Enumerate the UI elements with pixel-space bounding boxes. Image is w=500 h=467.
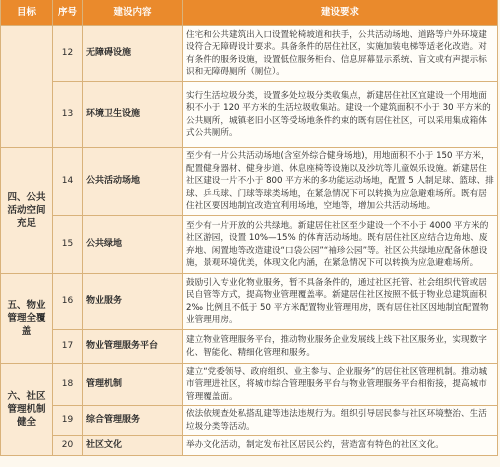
row-item: 综合管理服务 (83, 406, 183, 436)
header-num: 序号 (53, 0, 83, 26)
table-row (1, 330, 498, 364)
row-requirement: 至少有一片开放的公共绿地。新建居住社区至少建设一个不小于 4000 平方米的社区游园，设置 10%—15% 的体育活动场地。既有居住社区应结合边角地、废弃地、闲置地等改造建设“口袋公园”“袖珍公园”等。社区公共绿地应配备休憩设施，景观环境优美，体现文化内涵，在紧急情况下可以转换为应急避难场所。 (183, 216, 498, 274)
table-row (1, 82, 498, 148)
row-item: 公共活动场地 (83, 148, 183, 216)
row-item: 公共绿地 (83, 216, 183, 274)
table-row (1, 406, 498, 436)
table-header (1, 0, 498, 26)
table-row (1, 364, 498, 406)
row-item: 社区文化 (83, 436, 183, 456)
row-number: 13 (53, 82, 83, 148)
goal-cell: 四、公共活动空间充足 (1, 148, 53, 274)
row-item: 管理机制 (83, 364, 183, 406)
row-requirement: 建立“党委领导、政府组织、业主参与、企业服务”的居住社区管理机制。推动城市管理进社区，将城市综合管理服务平台与物业管理服务平台相衔接，提高城市管理覆盖面。 (183, 364, 498, 406)
row-requirement: 依法依规查处私搭乱建等违法违规行为。组织引导居民参与社区环境整治、生活垃圾分类等活动。 (183, 406, 498, 436)
row-number: 18 (53, 364, 83, 406)
row-number: 20 (53, 436, 83, 456)
row-item: 无障碍设施 (83, 26, 183, 82)
row-requirement: 实行生活垃圾分类，设置多处垃圾分类收集点，新建居住社区宜建设一个用地面积不小于 120 平方米的生活垃圾收集站。建设一个建筑面积不小于 30 平方米的公共厕所，城镇老旧小区等受场地条件约束的既有居住社区，可以采用集成箱体式公共厕所。 (183, 82, 498, 148)
row-item: 环境卫生设施 (83, 82, 183, 148)
header-goal: 目标 (1, 0, 53, 26)
goal-cell (1, 26, 53, 148)
table-row (1, 26, 498, 82)
table-body (1, 26, 498, 456)
row-number: 16 (53, 274, 83, 330)
row-requirement: 鼓励引入专业化物业服务，暂不具备条件的，通过社区托管、社会组织代管或居民自管等方式，提高物业管理覆盖率。新建居住社区按照不低于物业总建筑面积 2‰ 比例且不低于 50 平方米配置物业管理用房，既有居住社区因地制宜配置物业管理用房。 (183, 274, 498, 330)
table-row (1, 436, 498, 456)
row-item: 物业服务 (83, 274, 183, 330)
row-number: 12 (53, 26, 83, 82)
row-requirement: 建立物业管理服务平台，推动物业服务企业发展线上线下社区服务业，实现数字化、智能化、精细化管理和服务。 (183, 330, 498, 364)
row-item: 物业管理服务平台 (83, 330, 183, 364)
row-number: 19 (53, 406, 83, 436)
header-content: 建设内容 (83, 0, 183, 26)
row-requirement: 住宅和公共建筑出入口设置轮椅坡道和扶手，公共活动场地、道路等户外环境建设符合无障碍设计要求。具备条件的居住社区，实施加装电梯等适老化改造。对有条件的服务设施，设置低位服务柜台、信息屏幕显示系统、盲文或有声提示标识和无障碍厕所（厕位）。 (183, 26, 498, 82)
goal-cell: 五、物业管理全覆盖 (1, 274, 53, 364)
row-requirement: 至少有一片公共活动场地(含室外综合健身场地)，用地面积不小于 150 平方米，配置健身器材、健身步道、休息座椅等设施以及沙坑等儿童娱乐设施。新建居住社区建设一片不小于 800 平方米的多功能运动场地，配置 5 人制足球、篮球、排球、乒乓球、门球等球类场地，在紧急情况下可以转换为应急避难场所。既有居住社区要因地制宜改造宜利用场地，空地等，增加公共活动场地。 (183, 148, 498, 216)
table-row (1, 148, 498, 216)
table-row (1, 274, 498, 330)
row-number: 17 (53, 330, 83, 364)
row-requirement: 举办文化活动，制定发布社区居民公约，营造富有特色的社区文化。 (183, 436, 498, 456)
table-row (1, 216, 498, 274)
header-requirements: 建设要求 (183, 0, 498, 26)
row-number: 15 (53, 216, 83, 274)
row-number: 14 (53, 148, 83, 216)
goal-cell: 六、社区管理机制健全 (1, 364, 53, 456)
